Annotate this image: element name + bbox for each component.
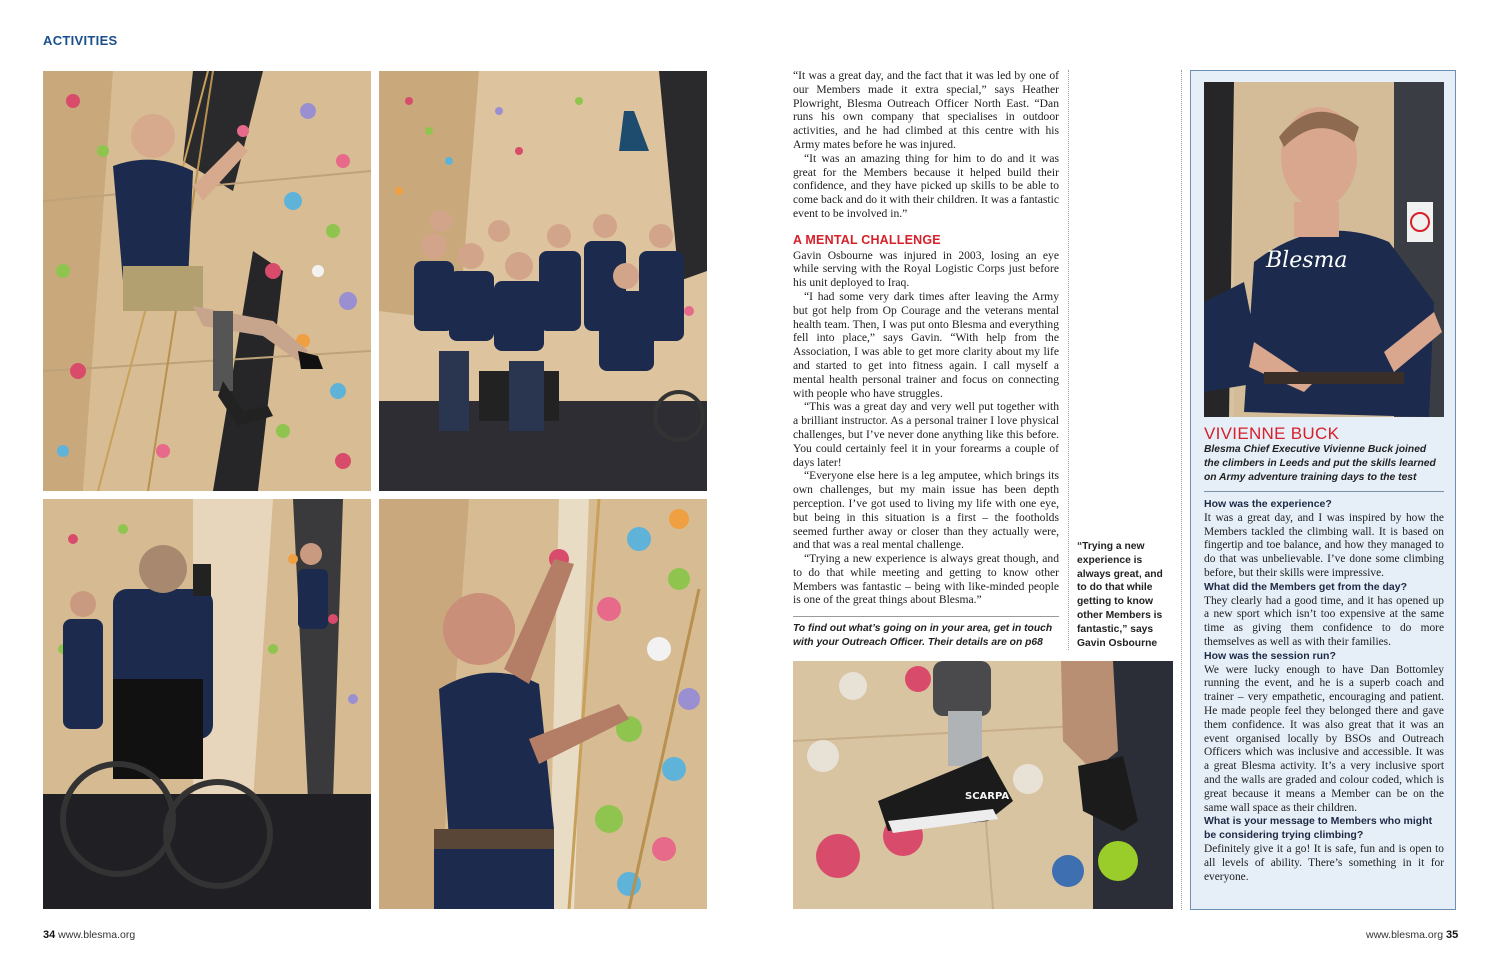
sidebar-qa <box>1204 498 1444 884</box>
column-divider <box>1181 70 1182 910</box>
photo-tattooed-climber <box>379 499 707 909</box>
shoe-brand-text: SCARPA <box>965 791 1010 802</box>
photo-prosthetic-foot-shoe <box>793 661 1173 909</box>
paragraph: “Trying a new experience is always great though, and to do that while meeting and getting to know other Members was fantastic – being with like-minded people is one of the great things about Blesma.” <box>793 552 1059 607</box>
paragraph: “I had some very dark times after leaving the Army but got help from Op Courage and the veterans mental health team. Then, I was put onto Blesma and everything fell into place,” says Gavin. “With help from the Association, I was able to get more clarity about my life and started to get into fitness again. I call myself a mental health personal trainer and focus on connecting with people who have struggles. <box>793 289 1059 400</box>
footer-left <box>43 929 135 941</box>
column-divider <box>1068 70 1069 650</box>
footer-url-right: www.blesma.org <box>1366 929 1444 941</box>
section-label: ACTIVITIES <box>43 33 118 48</box>
paragraph: “It was an amazing thing for him to do and it was great for the Members because it helped build their confidence, and they have picked up skills to be able to come back and do it with their children. It was a fantastic event to be involved in.” <box>793 151 1059 220</box>
paragraph: “Everyone else here is a leg amputee, which brings its own challenges, but my main issue has been depth perception. I’ve got used to living my life with one eye, but being in this situation is a first – the footholds seemed further away or closer than they actually were, and that was a real mental challenge. <box>793 469 1059 552</box>
paragraph: “It was a great day, and the fact that it was led by one of our Members made it extra special,” says Heather Plowright, Blesma Outreach Officer North East. “Dan runs his own company that specialises in outdoor activities, and he had climbed at this centre with his Army mates before he was injured. <box>793 69 1059 151</box>
footer-url-left: www.blesma.org <box>58 929 136 941</box>
answer: They clearly had a good time, and it has opened up a new sport which isn’t too expensive at the same time as giving them confidence to do more themselves as well as with their families. <box>1204 594 1444 648</box>
answer: We were lucky enough to have Dan Bottomley running the event, and he is a superb coach and trainer – very empathetic, encouraging and patient. He made people feel they belonged there and gave them confidence. It was also great that it was an event organised locally by BSOs and Outreach Officers which was inclusive and accessible. It was a great Blesma activity. It’s a very inclusive sport and the walls are graded and colour coded, which is great because it means a Member can be on the same wall space as their children. <box>1204 663 1444 814</box>
photo-wheelchair-user-filming <box>43 499 371 909</box>
photo-climber-prosthetic-leg <box>43 71 371 491</box>
question: What is your message to Members who might be considering trying climbing? <box>1204 815 1433 842</box>
question: What did the Members get from the day? <box>1204 580 1408 593</box>
paragraph: Gavin Osbourne was injured in 2003, losing an eye while serving with the Royal Logistic Corps just before his unit deployed to Iraq. <box>793 248 1059 290</box>
article-column <box>793 69 1059 607</box>
outreach-note: To find out what’s going on in your area, get in touch with your Outreach Officer. Their details are on p68 <box>793 623 1053 648</box>
answer: It was a great day, and I was inspired by how the Members tackled the climbing wall. It is based on fingertip and toe balance, and how they managed to do that was unbelievable. I’ve done some climbing before, but their skills were impressive. <box>1204 511 1444 579</box>
sidebar-rule <box>1204 491 1444 492</box>
sidebar-name: VIVIENNE BUCK <box>1204 424 1340 443</box>
paragraph: “This was a great day and very well put together with a brilliant instructor. As a personal trainer I love physical challenges, but I’ve never done anything like this before. You could certainly feel it in your forearms a couple of days later! <box>793 400 1059 469</box>
pull-quote: “Trying a new experience is always great, and to do that while getting to know other Members is fantastic,” says Gavin Osbourne <box>1077 541 1163 649</box>
sidebar-intro: Blesma Chief Executive Vivienne Buck joined the climbers in Leeds and put the skills learned on Army adventure training days to the test <box>1204 444 1436 483</box>
answer: Definitely give it a go! It is safe, fun and is open to all levels of ability. There’s something in it for everyone. <box>1204 842 1444 883</box>
photo-vivienne-buck <box>1204 82 1444 417</box>
footer-right <box>1366 929 1458 941</box>
question: How was the experience? <box>1204 498 1332 510</box>
question: How was the session run? <box>1204 649 1336 662</box>
divider-rule <box>793 616 1059 617</box>
shirt-logo-text: Blesma <box>1266 248 1348 273</box>
page-number-left: 34 <box>43 929 56 941</box>
page-number-right: 35 <box>1445 929 1459 941</box>
subheading-mental-challenge: A MENTAL CHALLENGE <box>793 232 941 247</box>
photo-group-members <box>379 71 707 491</box>
